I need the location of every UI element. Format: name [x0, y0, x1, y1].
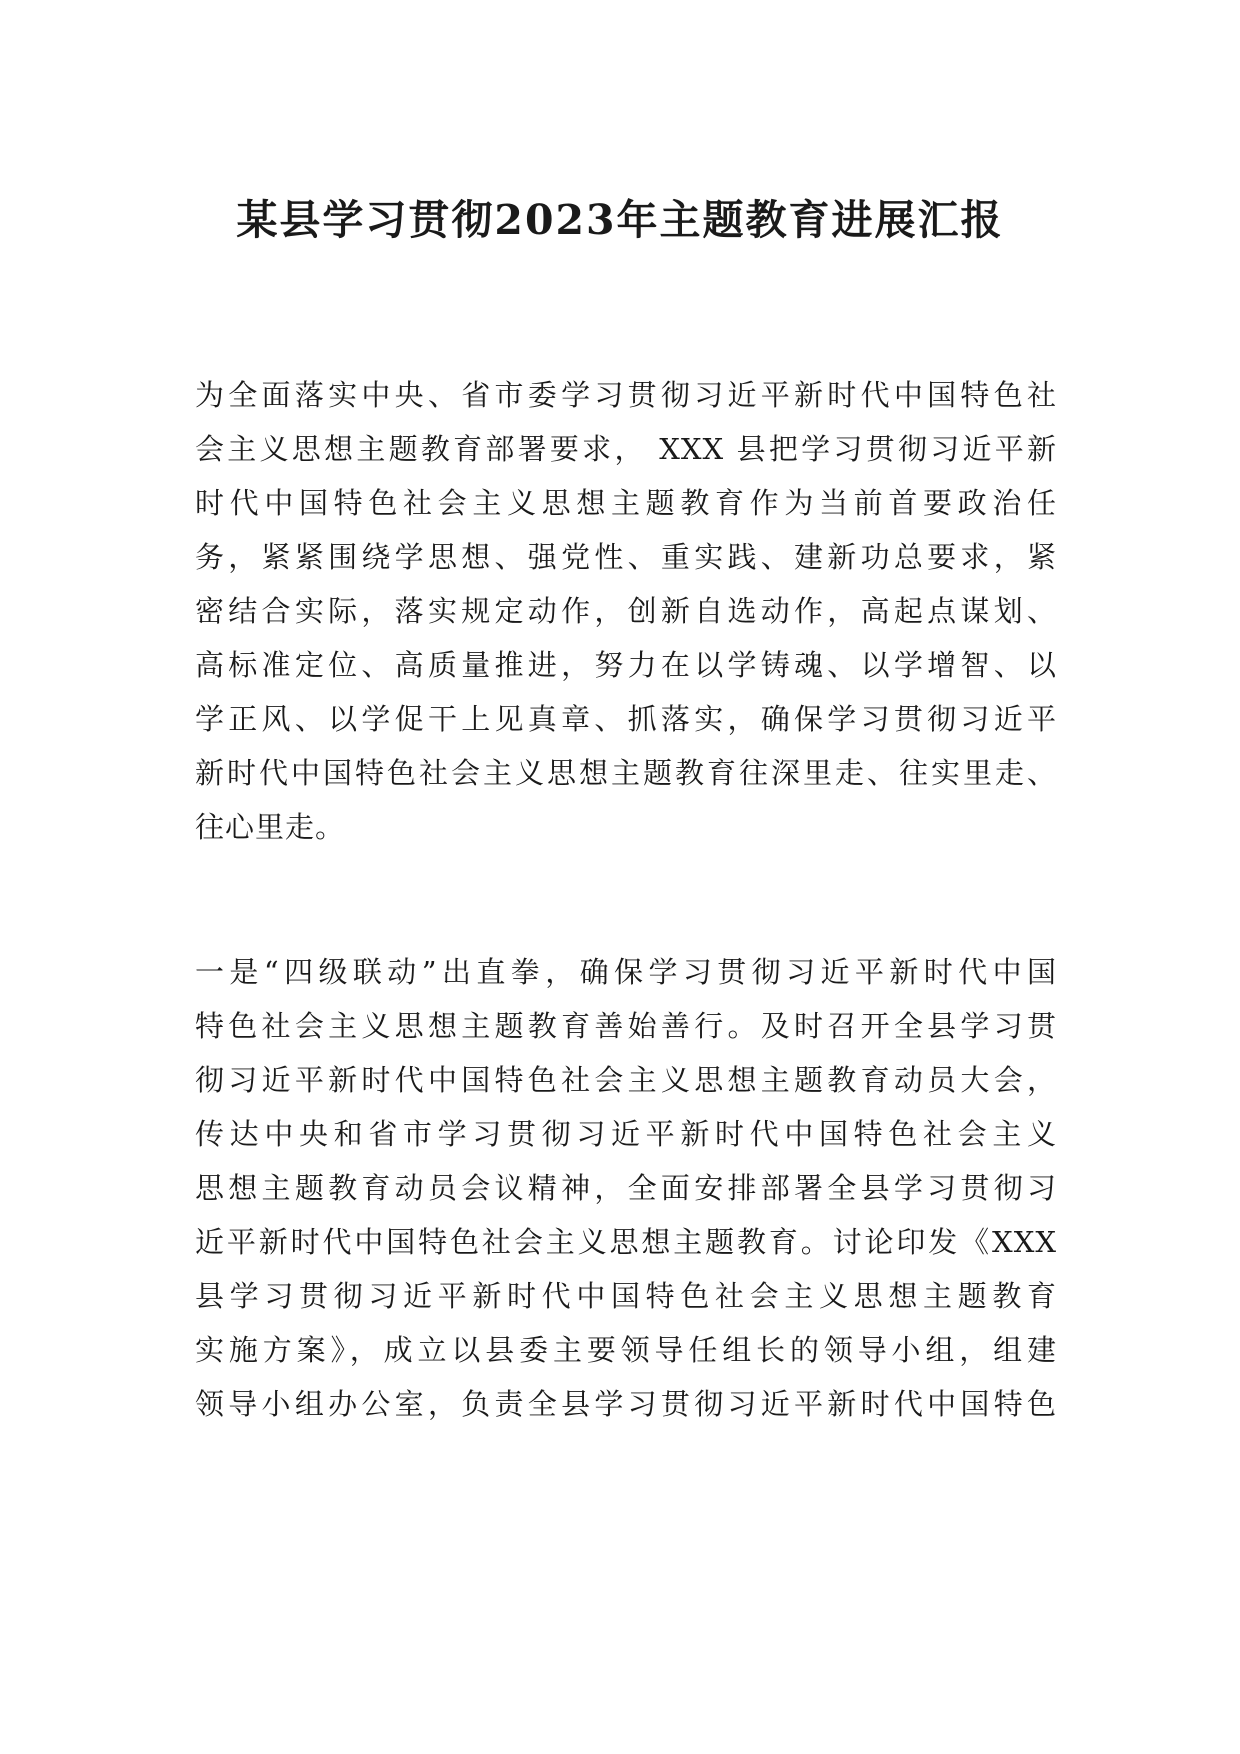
paragraph-section-one	[195, 945, 1057, 1431]
paragraph-line: 高标准定位、高质量推进，努力在以学铸魂、以学增智、以	[195, 648, 1057, 682]
paragraph-line: 县学习贯彻习近平新时代中国特色社会主义思想主题教育	[195, 1279, 1057, 1313]
paragraph-line: 传达中央和省市学习贯彻习近平新时代中国特色社会主义	[195, 1117, 1057, 1151]
paragraph-line: 新时代中国特色社会主义思想主题教育往深里走、往实里走、	[195, 756, 1057, 790]
paragraph-line: 时代中国特色社会主义思想主题教育作为当前首要政治任	[195, 486, 1057, 520]
paragraph-line: 特色社会主义思想主题教育善始善行。及时召开全县学习贯	[195, 1009, 1057, 1043]
paragraph-line: 务，紧紧围绕学思想、强党性、重实践、建新功总要求，紧	[195, 540, 1057, 574]
paragraph-line: 一是“四级联动”出直拳，确保学习贯彻习近平新时代中国	[195, 955, 1057, 989]
paragraph-line: 为全面落实中央、省市委学习贯彻习近平新时代中国特色社	[195, 378, 1057, 412]
paragraph-line: 近平新时代中国特色社会主义思想主题教育。讨论印发《XXX	[195, 1225, 1057, 1259]
document-title: 某县学习贯彻2023年主题教育进展汇报	[236, 196, 1004, 244]
paragraph-line: 往心里走。	[195, 810, 346, 844]
paragraph-line: 实施方案》，成立以县委主要领导任组长的领导小组，组建	[195, 1333, 1057, 1367]
paragraph-line: 思想主题教育动员会议精神，全面安排部署全县学习贯彻习	[195, 1171, 1057, 1205]
paragraph-line: 领导小组办公室，负责全县学习贯彻习近平新时代中国特色	[195, 1387, 1057, 1421]
paragraph-line: 会主义思想主题教育部署要求， XXX 县把学习贯彻习近平新	[195, 432, 1057, 466]
paragraph-line: 密结合实际，落实规定动作，创新自选动作，高起点谋划、	[195, 594, 1057, 628]
paragraph-line: 学正风、以学促干上见真章、抓落实，确保学习贯彻习近平	[195, 702, 1057, 736]
paragraph-line: 彻习近平新时代中国特色社会主义思想主题教育动员大会，	[195, 1063, 1057, 1097]
paragraph-intro	[195, 368, 1057, 854]
